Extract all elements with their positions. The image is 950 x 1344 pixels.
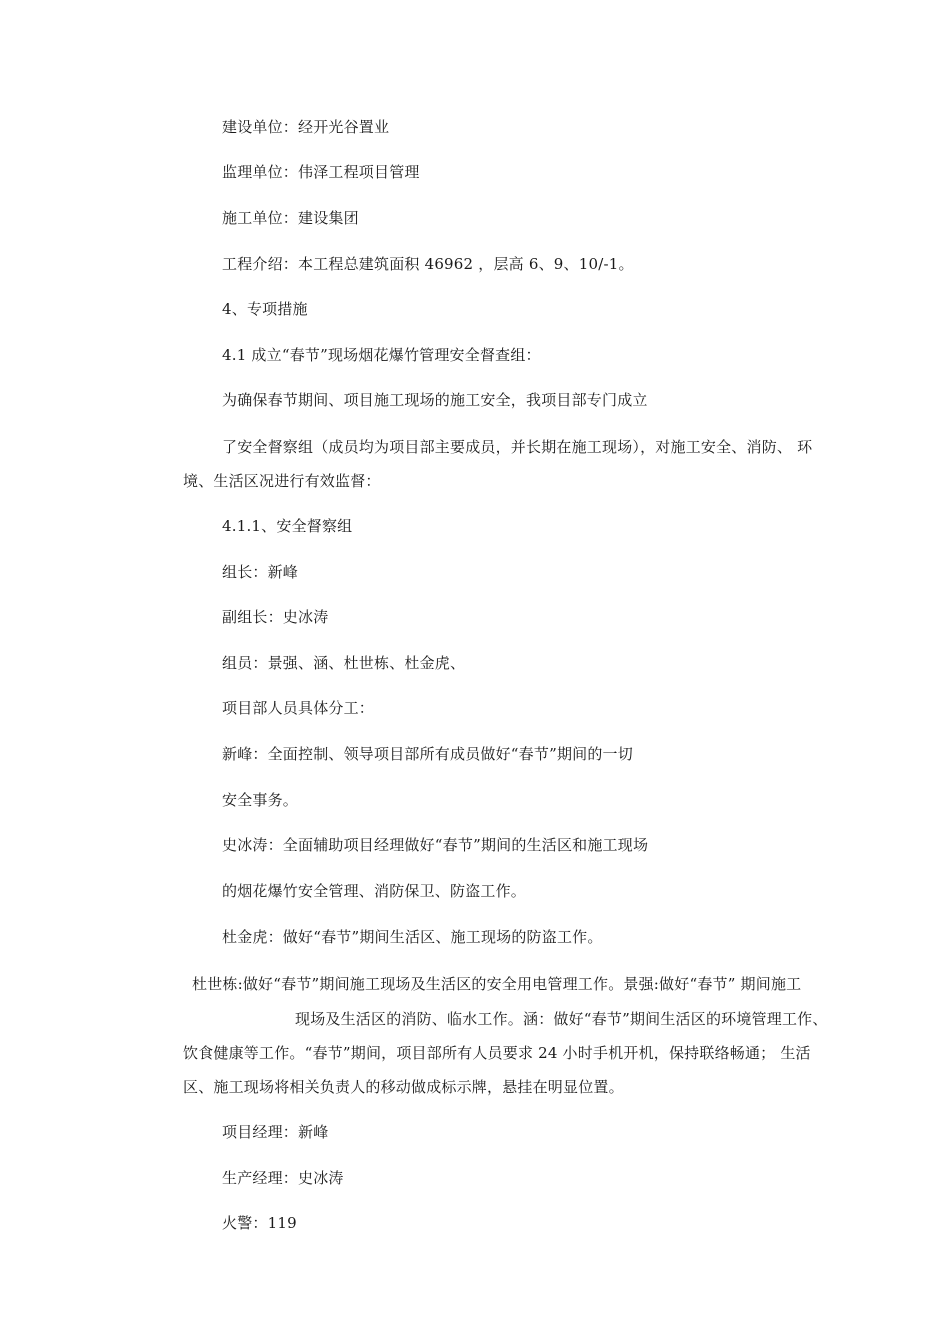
duty-paragraph-line: 现场及生活区的消防、临水工作。涵：做好“春节”期间生活区的环境管理工作、	[295, 1010, 828, 1028]
paragraph-line: 了安全督察组（成员均为项目部主要成员，并长期在施工现场），对施工安全、消防、 环	[222, 438, 813, 456]
duty-line: 安全事务。	[222, 791, 299, 809]
duty-line: 史冰涛：全面辅助项目经理做好“春节”期间的生活区和施工现场	[222, 836, 649, 854]
duty-line: 新峰：全面控制、领导项目部所有成员做好“春节”期间的一切	[222, 745, 633, 763]
deputy-leader-line: 副组长：史冰涛	[222, 608, 329, 626]
team-members-line: 组员：景强、涵、杜世栋、杜金虎、	[222, 654, 466, 672]
supervision-unit-line: 监理单位：伟泽工程项目管理	[222, 163, 420, 181]
duty-paragraph-line: 杜世栋:做好“春节”期间施工现场及生活区的安全用电管理工作。景强:做好“春节” 期间施工	[192, 975, 802, 993]
paragraph-line: 境、生活区况进行有效监督：	[183, 472, 381, 490]
division-heading: 项目部人员具体分工：	[222, 699, 375, 717]
project-intro-line: 工程介绍：本工程总建筑面积 46962 ，层高 6、9、10/-1。	[222, 255, 634, 273]
duty-paragraph-line: 饮食健康等工作。“春节”期间，项目部所有人员要求 24 小时手机开机，保持联络畅通； 生活	[183, 1044, 811, 1062]
subsection-heading: 4.1.1、安全督察组	[222, 517, 353, 535]
duty-line: 的烟花爆竹安全管理、消防保卫、防盗工作。	[222, 882, 527, 900]
paragraph-line: 为确保春节期间、项目施工现场的施工安全，我项目部专门成立	[222, 391, 648, 409]
team-leader-line: 组长：新峰	[222, 563, 299, 581]
fire-alarm-line: 火警：119	[222, 1214, 297, 1232]
section-heading: 4、专项措施	[222, 300, 308, 318]
duty-paragraph-line: 区、施工现场将相关负责人的移动做成标示牌，悬挂在明显位置。	[183, 1078, 624, 1096]
construction-unit-line: 建设单位：经开光谷置业	[222, 118, 390, 136]
subsection-heading: 4.1 成立“春节”现场烟花爆竹管理安全督查组：	[222, 346, 541, 364]
production-manager-line: 生产经理：史冰涛	[222, 1169, 344, 1187]
duty-line: 杜金虎：做好“春节”期间生活区、施工现场的防盗工作。	[222, 928, 603, 946]
project-manager-line: 项目经理：新峰	[222, 1123, 329, 1141]
contractor-unit-line: 施工单位：建设集团	[222, 209, 359, 227]
